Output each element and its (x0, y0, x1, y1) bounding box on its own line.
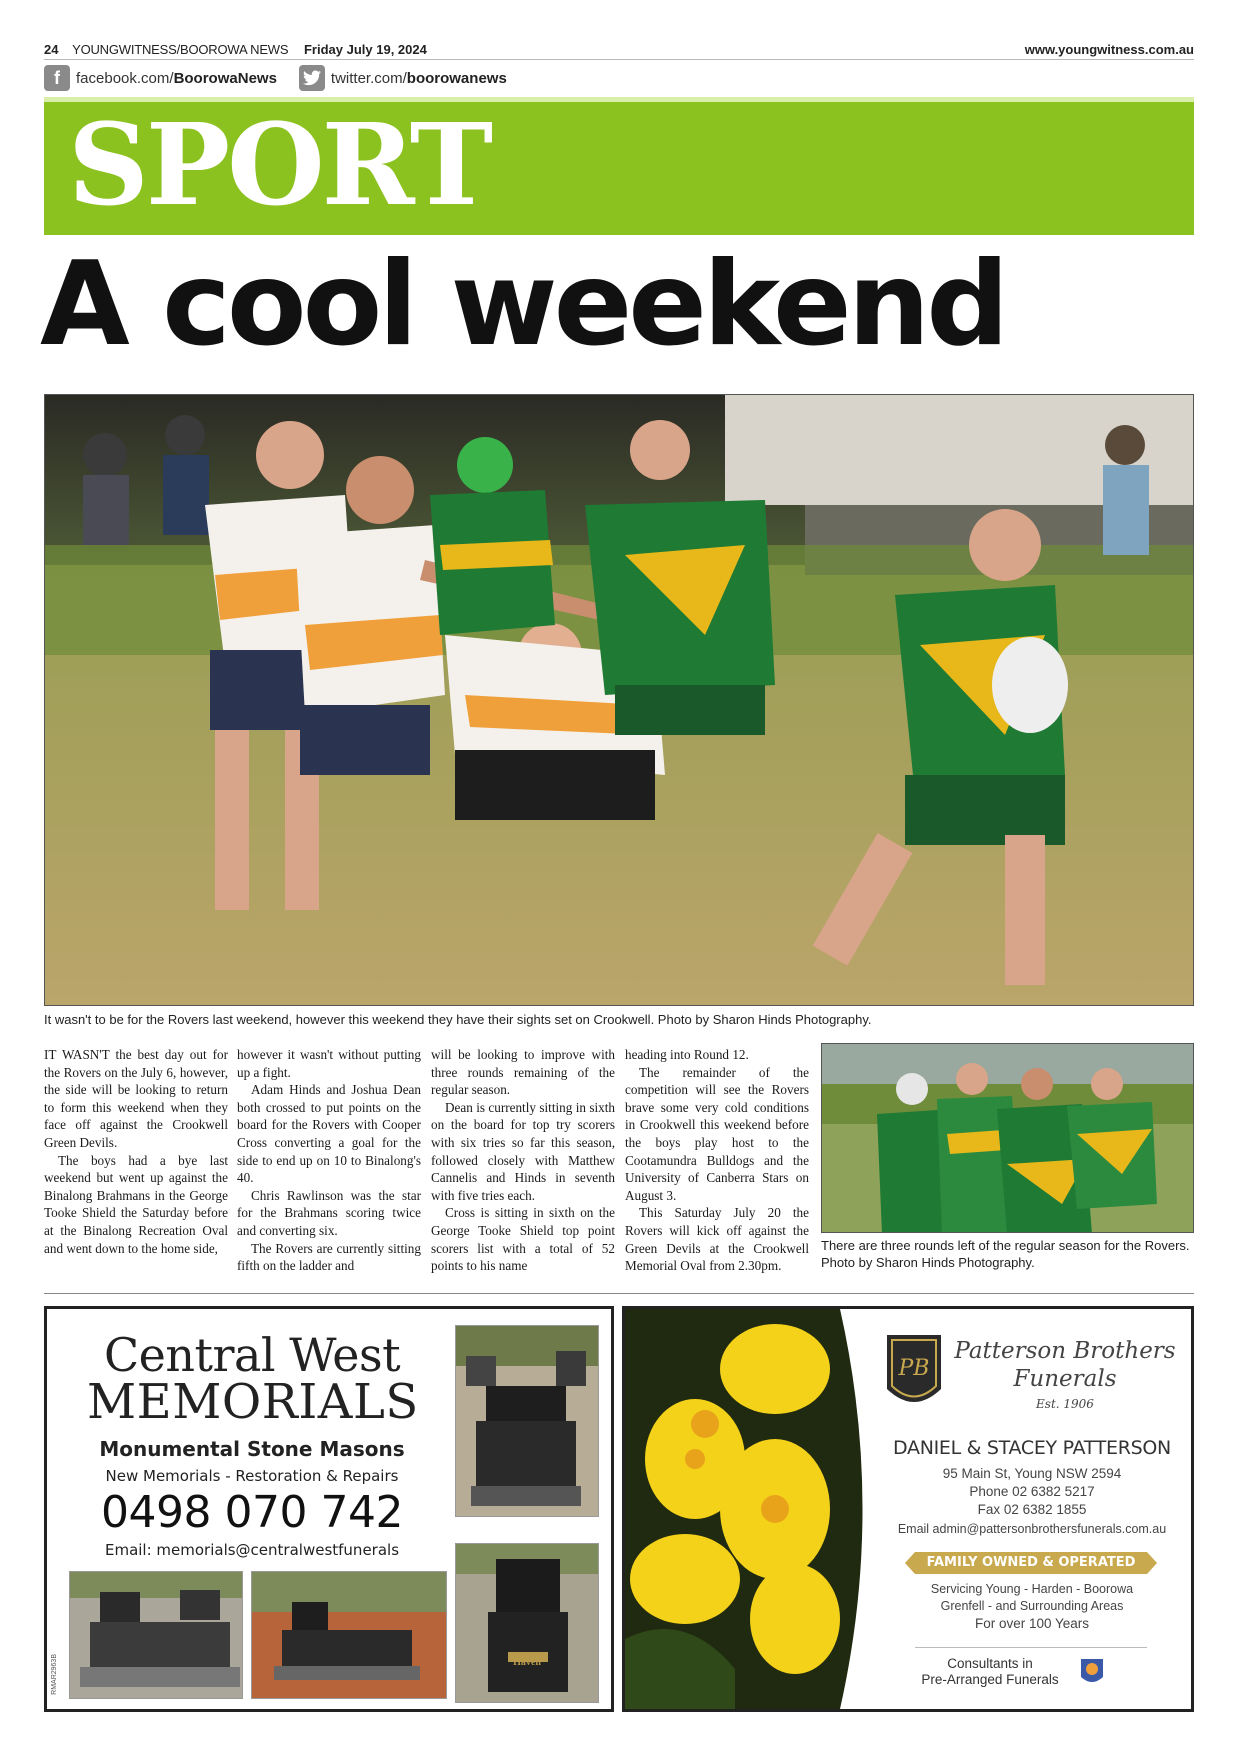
email-address[interactable]: Email admin@pattersonbrothersfunerals.com.au (897, 1522, 1167, 1536)
association-logo-icon (1079, 1657, 1149, 1687)
paragraph: The boys had a bye last weekend but went up against the Binalong Brahmans in the George Tooke Shield the Saturday before at the Binalong Recreation Oval and went down to the home side, (44, 1152, 228, 1256)
service-area-line-1: Servicing Young - Harden - Boorowa (930, 1582, 1134, 1596)
website-link[interactable]: www.youngwitness.com.au (1024, 42, 1194, 57)
article-column-4 (625, 1046, 809, 1275)
headstone-photo (455, 1543, 599, 1703)
article-column-1 (44, 1046, 228, 1257)
photo-caption: It wasn't to be for the Rovers last weekend, however this weekend they have their sights set on Crookwell. Photo by Sharon Hinds Photography. (44, 1012, 872, 1027)
headstone-photo (455, 1325, 599, 1517)
memorials-name-line-2: MEMORIALS (87, 1374, 419, 1430)
paragraph: The Rovers are currently sitting fifth on the ladder and (237, 1240, 421, 1274)
paragraph: Adam Hinds and Joshua Dean both crossed to put points on the board for the Rovers with Cooper Cross converting a goal for the side to end up on 10 to Binalong's 40. (237, 1082, 421, 1186)
headstone-inscription: Haven (513, 1657, 541, 1668)
owners-names: DANIEL & STACEY PATTERSON (893, 1437, 1171, 1459)
publication-name: YOUNGWITNESS/BOOROWA NEWS (72, 42, 289, 57)
phone-number[interactable]: Phone 02 6382 5217 (969, 1484, 1095, 1499)
memorials-phone[interactable]: 0498 070 742 (101, 1487, 403, 1538)
address: 95 Main St, Young NSW 2594 (942, 1466, 1122, 1481)
memorials-name-line-1: Central West (103, 1328, 401, 1382)
article-column-2 (237, 1046, 421, 1275)
established-year: Est. 1906 (1036, 1397, 1094, 1411)
fax-number: Fax 02 6382 1855 (977, 1502, 1087, 1517)
memorials-advertisement[interactable] (44, 1306, 614, 1712)
ad-code: RMAR2963B (51, 1654, 58, 1695)
paragraph: Chris Rawlinson was the star for the Brahmans scoring twice and converting six. (237, 1187, 421, 1238)
paragraph: Dean is currently sitting in sixth on the board for top try scorers with six tries so far this season, followed closely with Matthew Cannelis and Hinds in seventh with five tries each. (431, 1099, 615, 1203)
flower-image (625, 1309, 865, 1709)
headstone-photo (69, 1571, 243, 1699)
facebook-icon: f (44, 65, 70, 91)
memorials-subtitle: Monumental Stone Masons (99, 1437, 405, 1461)
service-area-line-2: Grenfell - and Surrounding Areas (940, 1599, 1124, 1613)
paragraph: IT WASN'T the best day out for the Rovers on the July 6, however, the side will be looking to return to form this weekend when they face off against the Crookwell Green Devils. (44, 1047, 228, 1150)
team-photo-caption: There are three rounds left of the regular season for the Rovers. Photo by Sharon Hinds Photography. (821, 1238, 1190, 1270)
twitter-link[interactable]: twitter.com/ boorowanews (299, 65, 507, 91)
article-column-3 (431, 1046, 615, 1275)
service-area-line-3: For over 100 Years (974, 1616, 1090, 1631)
social-links (44, 64, 529, 92)
article-headline: A cool weekend (40, 237, 1006, 372)
facebook-link[interactable]: f facebook.com/ BoorowaNews (44, 65, 277, 91)
paragraph: however it wasn't without putting up a fight. (237, 1047, 421, 1080)
team-huddle-photo (821, 1043, 1194, 1233)
section-title: SPORT (68, 100, 491, 231)
twitter-icon (299, 65, 325, 91)
paragraph: heading into Round 12. (625, 1047, 749, 1062)
rugby-action-photo (44, 394, 1194, 1006)
company-logo (883, 1331, 945, 1417)
divider (44, 1293, 1194, 1294)
logo-monogram: PB (898, 1356, 930, 1381)
family-owned-banner: FAMILY OWNED & OPERATED (915, 1552, 1147, 1574)
patterson-funerals-advertisement[interactable] (622, 1306, 1194, 1712)
headstone-photo (251, 1571, 447, 1699)
paragraph: Cross is sitting in sixth on the George Tooke Shield top point scorers list with a total of 52 points to his name (431, 1205, 615, 1274)
paragraph: will be looking to improve with three rounds remaining of the regular season. (431, 1047, 615, 1098)
paragraph: This Saturday July 20 the Rovers will kick off against the Green Devils at the Crookwell Memorial Oval from 2.30pm. (625, 1205, 809, 1274)
memorials-services: New Memorials - Restoration & Repairs (105, 1467, 399, 1485)
issue-date: Friday July 19, 2024 (303, 42, 427, 57)
funeral-home-name: Patterson Brothers Funerals (954, 1338, 1176, 1392)
divider (915, 1647, 1147, 1648)
section-banner (44, 97, 1194, 235)
consultants-note: Consultants in Pre-Arranged Funerals (921, 1656, 1059, 1687)
paragraph: The remainder of the competition will see the Rovers brave some very cold conditions in Crookwell this weekend before the boys play host to the Cootamundra Bulldogs and the University of Canberra Stars on August 3. (625, 1064, 809, 1203)
page-number: 24 (44, 42, 59, 57)
memorials-email[interactable]: Email: memorials@centralwestfunerals (104, 1541, 400, 1559)
page-header (44, 42, 1194, 60)
